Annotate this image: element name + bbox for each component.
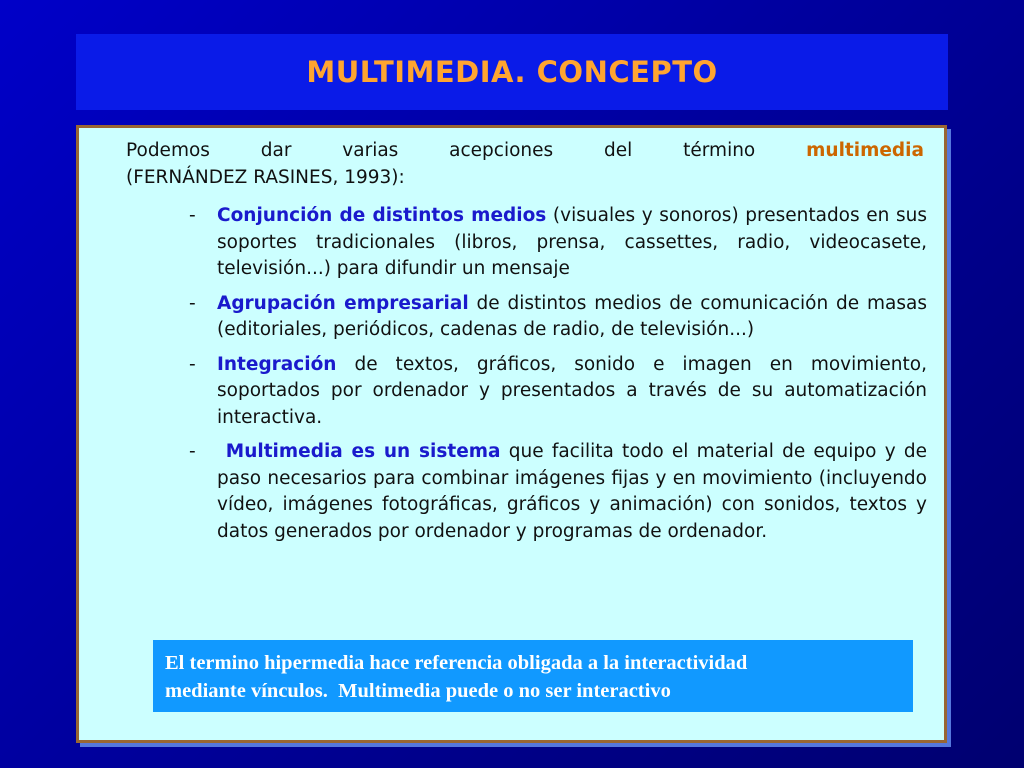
item-keyword: Integración [217,353,337,375]
note-line-2: mediante vínculos. Multimedia puede o no ser interactivo [165,680,671,702]
intro-line-1 [126,137,924,164]
item-keyword: Agrupación empresarial [217,292,469,314]
intro-paragraph [126,137,924,191]
intro-citation: (FERNÁNDEZ RASINES, 1993): [126,167,405,188]
list-dash: - [189,205,196,226]
item-text: de textos, gráficos, sonido e imagen en movimiento, soportados por ordenador y presentados a través de su automatización interactiva. [217,353,927,428]
note-box [153,640,913,712]
list-item [189,352,927,432]
item-text: (visuales y sonoros) presentados en sus soportes tradicionales (libros, prensa, cassettes, radio, videocasete, televisión...) para difundir un mensaje [217,205,927,279]
content-panel [76,125,947,743]
list-item [189,439,927,545]
item-keyword: Conjunción de distintos medios [217,205,547,226]
item-keyword: Multimedia es un sistema [217,441,501,462]
list-dash: - [189,441,196,462]
item-text: de distintos medios de comunicación de masas (editoriales, periódicos, cadenas de radio, de televisión...) [217,292,927,340]
list-dash: - [189,353,196,375]
definition-list [189,203,927,553]
slide-title: MULTIMEDIA. CONCEPTO [306,55,718,89]
intro-text: Podemos dar varias acepciones del término [126,140,756,161]
list-item [189,203,927,283]
note-line-1: El termino hipermedia hace referencia obligada a la interactividad [165,652,748,674]
list-dash: - [189,292,196,314]
list-item [189,291,927,344]
intro-keyword: multimedia [806,140,924,161]
item-text: que facilita todo el material de equipo y de paso necesarios para combinar imágenes fijas y en movimiento (incluyendo vídeo, imágenes fotográficas, gráficos y animación) con sonidos, textos y datos generados por ordenador y programas de ordenador. [217,441,927,542]
slide-title-bar [76,34,948,110]
